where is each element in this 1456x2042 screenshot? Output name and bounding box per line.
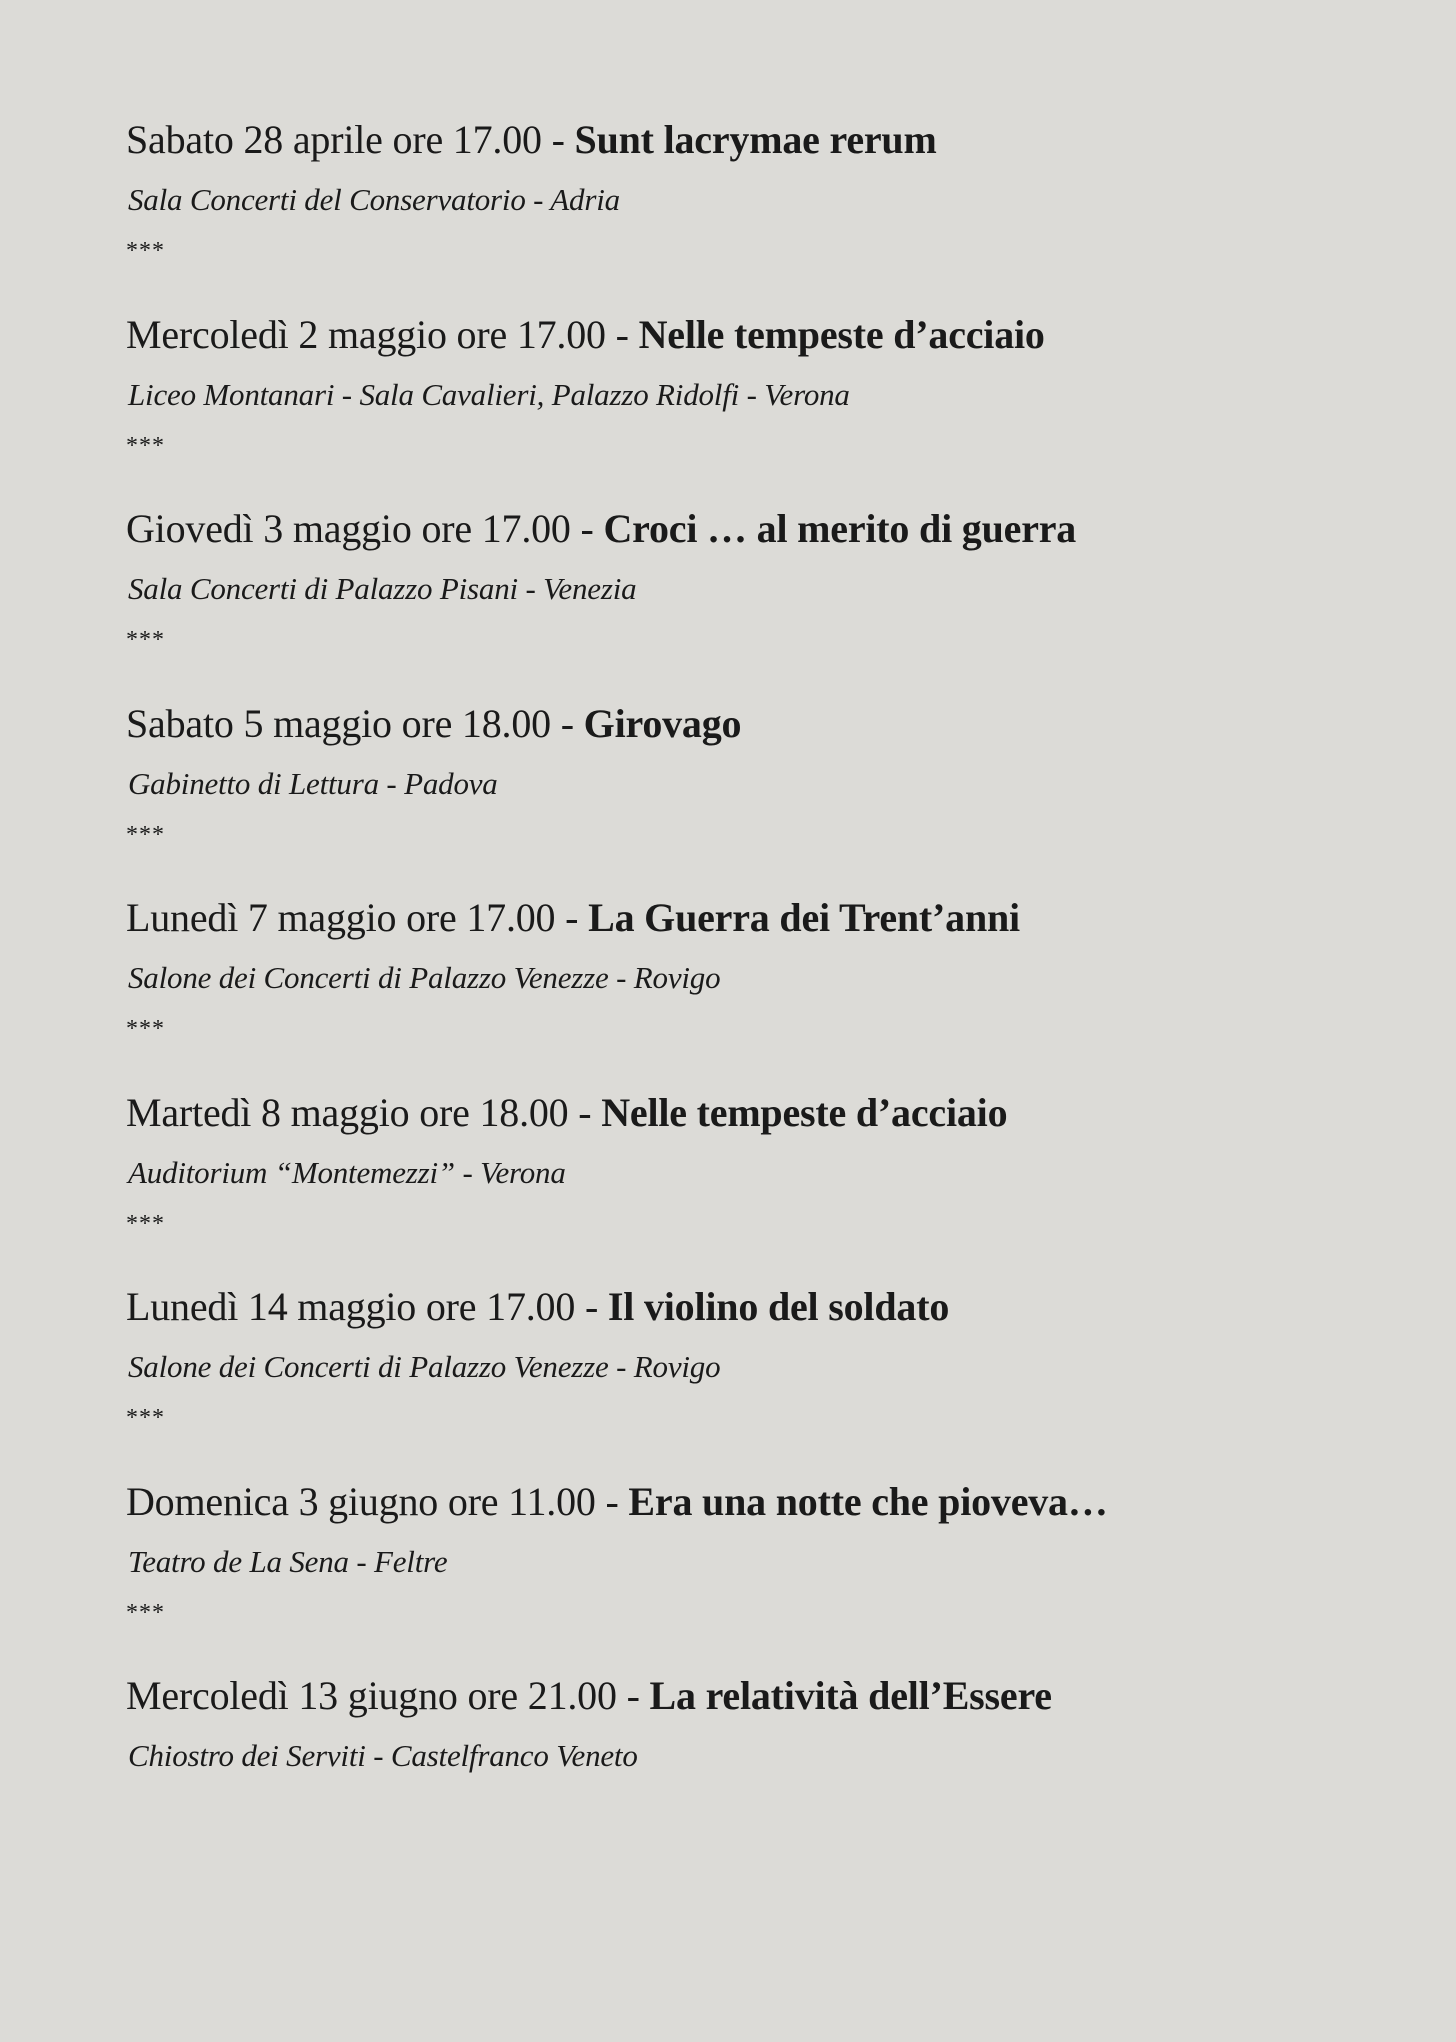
event-title: Nelle tempeste d’acciaio: [638, 311, 1045, 357]
event-item: [126, 696, 1366, 891]
event-separator: ***: [126, 1016, 165, 1042]
event-date-time: Martedì 8 maggio ore 18.00: [126, 1089, 569, 1135]
event-heading: [126, 696, 1366, 752]
event-heading: [126, 501, 1366, 557]
event-venue: Salone dei Concerti di Palazzo Venezze - Rovigo: [128, 960, 721, 995]
event-title: Girovago: [583, 700, 742, 746]
event-venue: Salone dei Concerti di Palazzo Venezze - Rovigo: [128, 1349, 721, 1384]
event-venue: Gabinetto di Lettura - Padova: [128, 765, 498, 801]
event-venue: Chiostro dei Serviti - Castelfranco Veneto: [128, 1738, 638, 1773]
heading-joiner: -: [568, 1089, 602, 1135]
event-item: [126, 1668, 1366, 1863]
event-item: [126, 1279, 1366, 1474]
event-date-time: Domenica 3 giugno ore 11.00: [126, 1478, 596, 1524]
event-list: [126, 112, 1366, 1863]
event-date-time: Mercoledì 13 giugno ore 21.00: [126, 1673, 617, 1718]
event-heading: [126, 1474, 1366, 1530]
heading-joiner: -: [595, 1478, 629, 1524]
event-item: [126, 1474, 1366, 1669]
event-heading: [126, 112, 1366, 168]
event-date-time: Sabato 5 maggio ore 18.00: [126, 700, 551, 746]
event-title: La relatività dell’Essere: [649, 1673, 1052, 1718]
event-venue: Auditorium “Montemezzi” - Verona: [128, 1154, 566, 1190]
event-heading: [126, 1085, 1366, 1141]
event-venue: Sala Concerti di Palazzo Pisani - Venezia: [128, 571, 637, 606]
event-heading: [126, 890, 1366, 946]
event-title: Era una notte che pioveva…: [628, 1478, 1108, 1524]
event-separator: ***: [126, 821, 165, 848]
event-separator: ***: [126, 238, 165, 264]
event-title: Croci … al merito di guerra: [603, 506, 1077, 551]
event-heading: [126, 1668, 1366, 1724]
event-title: Sunt lacrymae rerum: [574, 117, 937, 162]
event-separator: ***: [126, 627, 165, 653]
event-title: La Guerra dei Trent’anni: [588, 895, 1020, 940]
heading-joiner: -: [575, 1284, 608, 1329]
event-separator: ***: [126, 1210, 165, 1237]
event-item: [126, 307, 1366, 502]
event-separator: ***: [126, 1405, 165, 1431]
event-title: Nelle tempeste d’acciaio: [601, 1089, 1008, 1135]
event-separator: ***: [126, 1599, 165, 1626]
event-venue: Teatro de La Sena - Feltre: [128, 1543, 448, 1579]
heading-joiner: -: [570, 506, 604, 551]
event-date-time: Giovedì 3 maggio ore 17.00: [126, 506, 571, 551]
event-heading: [126, 307, 1366, 363]
heading-joiner: -: [605, 311, 639, 357]
heading-joiner: -: [616, 1673, 650, 1718]
event-date-time: Lunedì 14 maggio ore 17.00: [126, 1284, 576, 1329]
event-venue: Sala Concerti del Conservatorio - Adria: [128, 182, 620, 217]
event-item: [126, 112, 1366, 307]
event-item: [126, 1085, 1366, 1280]
heading-joiner: -: [541, 117, 575, 162]
event-title: Il violino del soldato: [607, 1284, 950, 1329]
event-venue: Liceo Montanari - Sala Cavalieri, Palazzo Ridolfi - Verona: [128, 376, 850, 412]
event-date-time: Lunedì 7 maggio ore 17.00: [126, 895, 556, 940]
event-item: [126, 890, 1366, 1085]
event-date-time: Sabato 28 aprile ore 17.00: [126, 117, 542, 162]
event-date-time: Mercoledì 2 maggio ore 17.00: [126, 311, 606, 357]
event-separator: ***: [126, 432, 165, 459]
event-item: [126, 501, 1366, 696]
event-heading: [126, 1279, 1366, 1335]
heading-joiner: -: [555, 895, 589, 940]
heading-joiner: -: [550, 700, 584, 746]
